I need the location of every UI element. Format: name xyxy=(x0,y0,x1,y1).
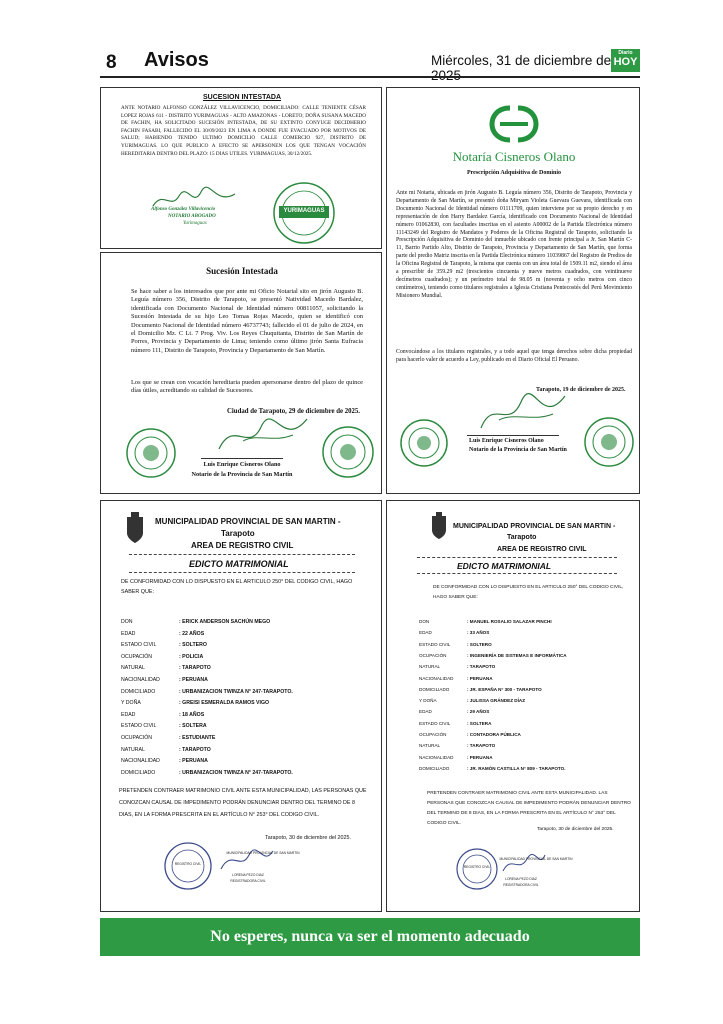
field-value: : JR. ESPAÑA N° 300 - TARAPOTO xyxy=(467,686,542,692)
notice-body: Ante mi Notaria, ubicada en jirón Augusto B. Leguía número 356, Distrito de Tarapoto, Provincia y Departamento de San Martín, se presentó doña Miryam Violeta Guevara Guevara, identificada con Documento Nacional de Identidad número 01111709, quien interviene por su propio derecho y en representación de don Harry Bardalez García, identificado con Documento Nacional de Identidad número 01062830, con facultades inscritas en el asiento A00002 de la Partida Electrónica número 11143249 del Registro de Mandatos y Poderes de la Oficina Registral de Tarapoto, solicitando la Prescripción Adquisitiva de Dominio del inmueble ubicado con frente principal a Jr. San Martín C-11, Barrio Partido Alto, Distrito de Tarapoto, Provincia y Departamento de San Martín, que forma parte del predio Matriz inscrita en la Partida Electrónica número 11039867 del Registro de Predios de la Oficina Registral de Tarapoto, la misma que cuenta con un área total de 1509.11 m2, siendo el área a prescribir de 359.29 m2 (trescientos cincuenta y nueve metros cuadrados, con veintinueve decímetros cuadrados); y un perímetro total de 98.05 m (noventa y ocho metros con cinco centímetros), teniendo como titulares registrales a Iglesia Cristiana Pentecostés del Perú Movimiento Misionero Mundial. xyxy=(396,190,632,299)
field-label: NATURAL xyxy=(121,665,145,672)
field-label: ESTADO CIVIL xyxy=(121,642,157,649)
field-label: NATURAL xyxy=(419,743,441,749)
notice-date: Ciudad de Tarapoto, 29 de diciembre de 2025. xyxy=(227,408,360,415)
signer-role: Notario de la Provincia de San Martín xyxy=(469,447,567,453)
notice-body-closing: Convocándose a los titulares registrales, y a todo aquel que tenga derechos sobre dicha propiedad para hacerlo valer de acuerdo a Ley, publicado en el Diario Oficial El Peruano. xyxy=(396,349,632,363)
edicto-field-row xyxy=(419,676,493,681)
edicto-field-row xyxy=(121,689,293,695)
field-value: : SOLTERA xyxy=(179,723,207,730)
edicto-field-row xyxy=(419,698,525,703)
field-label: NACIONALIDAD xyxy=(419,754,454,760)
edicto-field-row xyxy=(121,642,207,648)
field-value: : ERICK ANDERSON SACHÚN MEGO xyxy=(179,619,271,625)
signer-name: Luis Enrique Cisneros Olano xyxy=(203,461,281,468)
edicto-intro: DE CONFORMIDAD CON LO DISPUESTO EN EL ARTICULO 250° DEL CODIGO CIVIL, HAGO SABER QUE: xyxy=(433,585,624,600)
edicto-field-row xyxy=(121,677,208,683)
edicto-field-row xyxy=(121,723,207,729)
field-label: DOMICILIADO xyxy=(419,686,450,692)
field-value: : TARAPOTO xyxy=(179,665,211,672)
field-label: DOMICILIADO xyxy=(121,769,156,776)
edicto-field-row xyxy=(419,721,491,726)
edicto-closing: PRETENDEN CONTRAER MATRIMONIO CIVIL ANTE ESTA MUNICIPALIDAD. LAS PERSONAS QUE CONOZCAN CAUSAL DE IMPEDIMENTO PODRÁN DENUNCIAR DENTRO DEL TERMINO DE 8 DIAS, EN LA FORMA PRESCRITA EN EL ARTÍCULO N° 253° DEL CODIGO CIVIL. xyxy=(427,791,631,826)
field-value: : INGENIERÍA DE SISTEMAS E INFORMÁTICA xyxy=(467,652,567,658)
registrar-stamp-line2: LORENA PEZO DIAZ xyxy=(232,873,264,877)
notice-sucesion-yurimaguas xyxy=(100,87,382,249)
registrar-stamp-line1: MUNICIPALIDAD PROVINCIAL DE SAN MARTIN xyxy=(499,857,573,861)
edicto-field-row xyxy=(121,758,208,764)
field-value: : URBANIZACION TWINZA N° 247-TARAPOTO. xyxy=(179,688,293,695)
edicto-closing: PRETENDEN CONTRAER MATRIMONIO CIVIL ANTE ESTA MUNICIPALIDAD, LAS PERSONAS QUE CONOZCAN CAUSAL DE IMPEDIMENTO PODRÁN DENUNCIAR DENTRO DEL TERMINO DE 8 DIAS, EN LA FORMA PRESCRITA EN EL ARTÍCULO N° 253° DEL CODIGO CIVIL. xyxy=(119,788,367,818)
notice-title: SUCESION INTESTADA xyxy=(202,94,282,101)
seal-label: REGISTRO CIVIL xyxy=(463,865,491,869)
edicto-field-row xyxy=(121,770,293,776)
newspaper-logo xyxy=(611,49,640,72)
edicto-field-row xyxy=(419,743,495,748)
signer-role: Notario de la Provincia de San Martín xyxy=(191,471,293,478)
edicto-field-row xyxy=(419,687,542,692)
edicto-field-row xyxy=(419,619,552,624)
edicto-field-row xyxy=(419,732,521,737)
field-value: : MANUEL ROSALIO SALAZAR PINCHI xyxy=(467,619,552,624)
edicto-intro: DE CONFORMIDAD CON LO DISPUESTO EN EL ARTICULO 250° DEL CODIGO CIVIL, HAGO SABER QUE: xyxy=(121,579,353,595)
field-value: : CONTADORA PÚBLICA xyxy=(467,732,521,737)
area-title: AREA DE REGISTRO CIVIL xyxy=(191,541,294,550)
field-value: : JR. RAMÓN CASTILLA N° 809 - TARAPOTO. xyxy=(467,765,566,771)
notaria-logo-icon xyxy=(488,104,540,144)
page-header xyxy=(100,46,640,76)
field-value: : 33 AÑOS xyxy=(467,630,490,636)
notice-prescripcion xyxy=(386,87,640,494)
registrar-stamp-line3: REGISTRADORA CIVIL xyxy=(230,879,266,883)
field-value: : SOLTERO xyxy=(467,641,492,647)
field-label: EDAD xyxy=(419,630,432,636)
notary-seal-left xyxy=(399,418,449,468)
edicto-field-row xyxy=(121,747,211,753)
field-value: : SOLTERO xyxy=(179,642,207,649)
notice-body: Se hace saber a los interesados que por ante mi Oficio Notarial sito en jirón Augusto B. Leguía número 356, Distrito de Tarapoto, se presentó Natividad Macedo Bardalez, identificada con Documento Nacional de Identidad número 00811057, solicitando la Sucesión Intestada de su hijo Leo Tomas Rojas Macedo, quien se identificó con Documento Nacional de Identidad número 46737743; fallecido el 01 de julio de 2024, en el Domicilio Mz. C Lt. 7 Prog. Viv. Los Reyes Chuquitanta, Distrito de San Martín de Porres, Provincia y Departamento de Lima; teniendo como último jirón Santa Eufracia número 111, Distrito de Tarapoto, Provincia y Departamento de San Martín. xyxy=(131,288,363,354)
edicto-field-row xyxy=(419,766,565,771)
notice-body: ANTE NOTARIO ALFONSO GONZÁLEZ VILLAVICENCIO, DOMICILIADO: CALLE TENIENTE CÉSAR LOPEZ ROJAS 611 - DISTRITO YURIMAGUAS - ALTO AMAZONAS - LORETO; DOÑA SUSANA MACEDO DE FACHIN, HA SOLICITADO SUCESIÓN INTESTADA, DE SU EXTINTO CONYUGE DECIDHERIO FACHIN FASABI, FALLECIDO EL 30/09/2023 EN LIMA A DONDE FUE EVACUADO POR MOTIVOS DE SALUD; HABIENDO TENIDO ULTIMO DOMICILIO CALLE COMERCIO 927, DISTRITO DE YURIMAGUAS. LO QUE PUBLICO A EFECTO SE APERSONEN LOS QUE TENGAN VOCACIÓN HEREDITARIA DENTRO DEL PLAZO: 15 DIAS UTILES. YURIMAGUAS, 30/12/2025. xyxy=(121,105,366,157)
dashed-rule xyxy=(129,554,355,555)
field-value: : PERUANA xyxy=(179,677,208,683)
field-label: EDAD xyxy=(419,709,432,715)
field-value: : 18 AÑOS xyxy=(179,711,205,718)
field-label: ESTADO CIVIL xyxy=(121,723,157,730)
edicto-date: Tarapoto, 30 de diciembre del 2025. xyxy=(537,827,614,832)
dashed-rule xyxy=(129,572,355,573)
field-value: : SOLTERA xyxy=(467,720,492,726)
notary-seal-right xyxy=(583,416,635,468)
field-value: : JULISSA GRÁNDEZ DÍAZ xyxy=(467,698,526,704)
edicto-date: Tarapoto, 30 de diciembre del 2025. xyxy=(265,835,352,841)
notaria-name: Notaría Cisneros Olano xyxy=(452,149,576,164)
page-number: 8 xyxy=(106,52,117,73)
field-label: Y DOÑA xyxy=(121,700,141,707)
signer-title: NOTARIO ABOGADO xyxy=(168,214,216,219)
logo-main: HOY xyxy=(613,56,638,68)
field-label: DON xyxy=(121,619,133,625)
header-rule xyxy=(100,76,640,78)
area-title: AREA DE REGISTRO CIVIL xyxy=(497,546,587,553)
edicto-title: EDICTO MATRIMONIAL xyxy=(189,559,289,569)
section-title: Avisos xyxy=(144,49,209,71)
field-label: OCUPACIÓN xyxy=(121,653,153,660)
signer-name: Alfonso González Villavicencio xyxy=(151,207,216,212)
field-value: : PERUANA xyxy=(467,754,493,760)
notice-date: Tarapoto, 19 de diciembre de 2025. xyxy=(536,387,626,393)
edicto-field-row xyxy=(419,630,489,635)
field-label: NATURAL xyxy=(419,664,441,670)
dashed-rule xyxy=(417,573,617,574)
edicto-field-row xyxy=(121,700,269,706)
field-label: OCUPACIÓN xyxy=(419,732,447,737)
logo-top: Diario xyxy=(618,50,633,56)
field-value: : GREISI ESMERALDA RAMOS VIGO xyxy=(179,700,270,707)
field-label: ESTADO CIVIL xyxy=(419,720,451,726)
edicto-field-row xyxy=(419,664,495,669)
field-label: NACIONALIDAD xyxy=(419,675,454,681)
edicto-field-row xyxy=(419,642,492,647)
edicto-field-row xyxy=(121,631,204,637)
field-label: EDAD xyxy=(121,711,136,718)
edicto-field-row xyxy=(121,665,211,671)
signer-place: Yurimaguas xyxy=(183,221,207,226)
notice-body-closing: Los que se crean con vocación hereditaria pueden apersonarse dentro del plazo de quince días útiles, acreditando su calidad de Sucesores. xyxy=(131,379,363,395)
signer-name: Luis Enrique Cisneros Olano xyxy=(469,438,544,444)
registrar-stamp-line3: REGISTRADORA CIVIL xyxy=(503,883,539,887)
registrar-signature xyxy=(499,851,549,877)
field-label: NACIONALIDAD xyxy=(121,677,160,683)
edicto-matrimonial-1 xyxy=(100,500,382,912)
field-value: : 22 AÑOS xyxy=(179,630,205,637)
registrar-stamp-line1: MUNICIPALIDAD PROVINCIAL DE SAN MARTIN xyxy=(226,851,300,855)
edicto-field-row xyxy=(419,755,493,760)
field-value: : 29 AÑOS xyxy=(467,709,490,715)
municipal-crest-icon xyxy=(429,511,449,541)
municipality-city: Tarapoto xyxy=(221,529,255,538)
registrar-stamp-line2: LORENA PEZO DIAZ xyxy=(505,877,537,881)
field-label: OCUPACIÓN xyxy=(419,652,447,658)
municipality-name: MUNICIPALIDAD PROVINCIAL DE SAN MARTIN - xyxy=(155,517,341,526)
field-label: DOMICILIADO xyxy=(121,688,156,695)
footer-slogan: No esperes, nunca va ser el momento adecuado xyxy=(100,918,640,956)
field-label: DON xyxy=(419,619,430,624)
field-value: : ESTUDIANTE xyxy=(179,735,216,741)
edicto-matrimonial-2 xyxy=(386,500,640,912)
field-value: : URBANIZACION TWINZA N° 247-TARAPOTO. xyxy=(179,769,293,776)
edicto-field-row xyxy=(419,653,567,658)
signature-scribble xyxy=(475,390,571,436)
field-value: : TARAPOTO xyxy=(467,743,496,749)
field-label: EDAD xyxy=(121,630,136,637)
field-value: : TARAPOTO xyxy=(467,664,496,670)
registro-civil-seal xyxy=(163,841,213,891)
field-label: Y DOÑA xyxy=(419,698,437,704)
edicto-field-row xyxy=(121,712,204,718)
seal-label: REGISTRO CIVIL xyxy=(174,862,202,866)
signature-line xyxy=(201,458,283,459)
notice-title: Sucesión Intestada xyxy=(206,266,278,276)
dashed-rule xyxy=(417,557,617,558)
municipality-name: MUNICIPALIDAD PROVINCIAL DE SAN MARTIN - xyxy=(453,523,616,530)
field-label: NATURAL xyxy=(121,746,145,753)
edicto-field-row xyxy=(419,709,489,714)
field-value: : PERUANA xyxy=(467,675,493,681)
field-value: : TARAPOTO xyxy=(179,746,211,753)
municipal-crest-icon xyxy=(123,511,147,545)
municipality-city: Tarapoto xyxy=(507,534,537,541)
notice-title: Prescripción Adquisitiva de Dominio xyxy=(466,170,562,176)
field-value: : PERUANA xyxy=(179,758,208,765)
signature-scribble xyxy=(213,413,313,457)
field-label: ESTADO CIVIL xyxy=(419,641,451,647)
issue-date: Miércoles, 31 de diciembre de xyxy=(431,53,612,68)
field-label: DOMICILIADO xyxy=(419,765,450,771)
edicto-title: EDICTO MATRIMONIAL xyxy=(457,561,552,571)
signature-line xyxy=(467,435,559,436)
edicto-field-row xyxy=(121,654,203,660)
notice-sucesion-tarapoto xyxy=(100,252,382,494)
edicto-field-row xyxy=(121,735,215,741)
field-value: : POLICIA xyxy=(179,653,204,660)
edicto-field-row xyxy=(121,619,270,625)
field-label: OCUPACIÓN xyxy=(121,735,153,741)
stamp-label: YURIMAGUAS xyxy=(283,208,325,214)
registrar-signature xyxy=(217,845,277,875)
field-label: NACIONALIDAD xyxy=(121,758,160,765)
